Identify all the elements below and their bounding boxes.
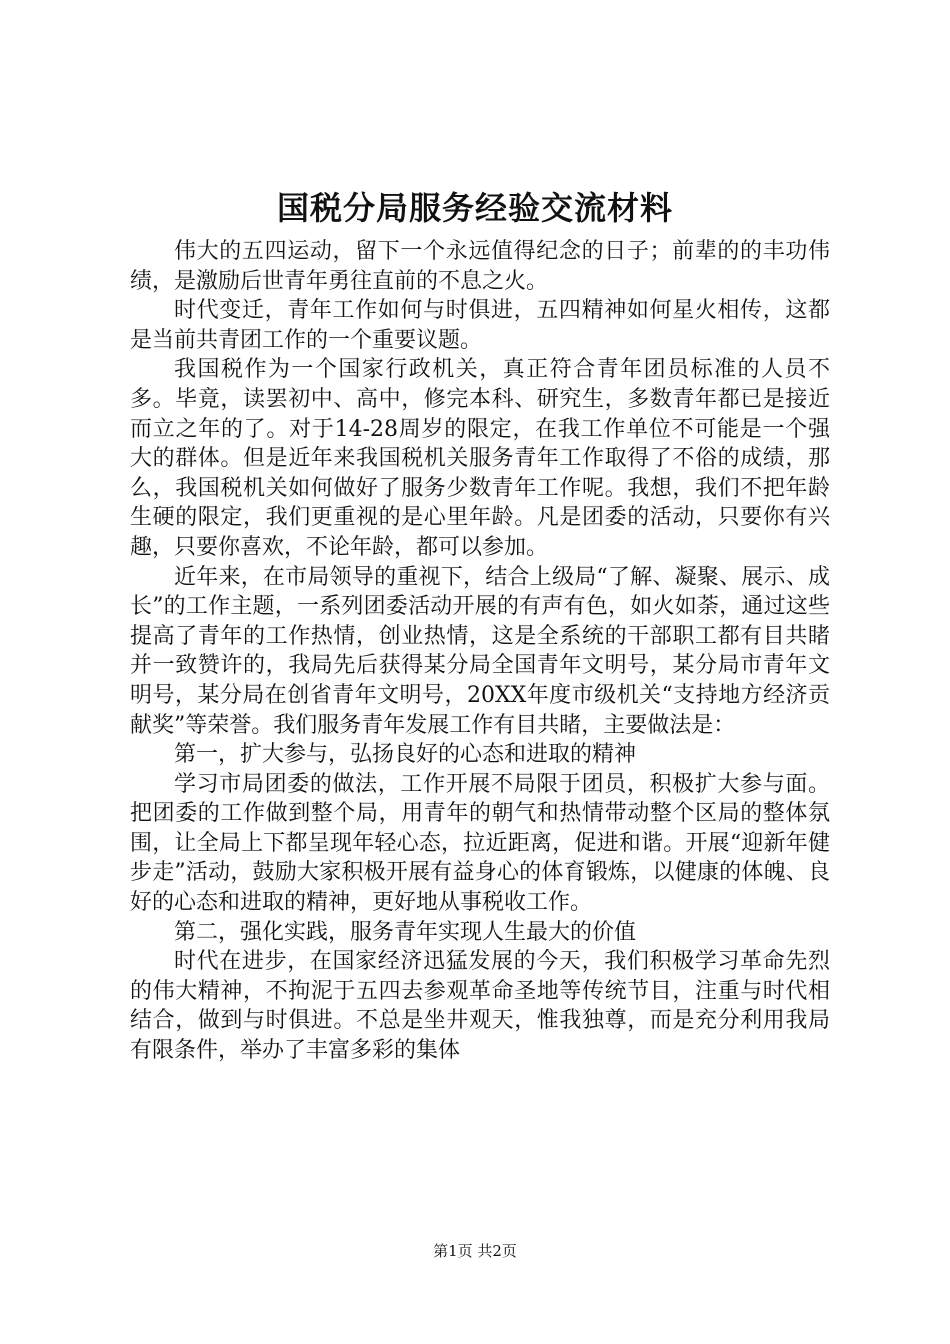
paragraph: 近年来，在市局领导的重视下，结合上级局“了解、凝聚、展示、成长”的工作主题，一系列团委活动开展的有声有色，如火如荼，通过这些提高了青年的工作热情，创业热情，这是全系统的干部职工都有目共睹并一致赞许的，我局先后获得某分局全国青年文明号，某分局市青年文明号，某分局在创省青年文明号，20XX年度市级机关“支持地方经济贡献奖”等荣誉。我们服务青年发展工作有目共睹，主要做法是： <box>130 564 830 738</box>
section-heading: 第一，扩大参与，弘扬良好的心态和进取的精神 <box>174 742 637 768</box>
paragraph: 伟大的五四运动，留下一个永远值得纪念的日子；前辈的的丰功伟绩，是激励后世青年勇往直前的不息之火。 <box>130 239 830 294</box>
section-heading: 第二，强化实践，服务青年实现人生最大的价值 <box>174 919 637 945</box>
paragraph: 时代变迁，青年工作如何与时俱进，五四精神如何星火相传，这都是当前共青团工作的一个重要议题。 <box>130 298 830 353</box>
paragraph: 我国税作为一个国家行政机关，真正符合青年团员标准的人员不多。毕竟，读罢初中、高中，修完本科、研究生，多数青年都已是接近而立之年的了。对于14-28周岁的限定，在我工作单位不可能是一个强大的群体。但是近年来我国税机关服务青年工作取得了不俗的成绩，那么，我国税机关如何做好了服务少数青年工作呢。我想，我们不把年龄生硬的限定，我们更重视的是心里年龄。凡是团委的活动，只要你有兴趣，只要你喜欢，不论年龄，都可以参加。 <box>130 357 830 560</box>
document-title: 国税分局服务经验交流材料 <box>276 189 673 227</box>
document-body <box>130 237 830 1066</box>
paragraph: 学习市局团委的做法，工作开展不局限于团员，积极扩大参与面。把团委的工作做到整个局，用青年的朝气和热情带动整个区局的整体氛围，让全局上下都呈现年轻心态，拉近距离，促进和谐。开展“迎新年健步走”活动，鼓励大家积极开展有益身心的体育锻炼，以健康的体魄、良好的心态和进取的精神，更好地从事税收工作。 <box>130 771 830 916</box>
paragraph: 时代在进步，在国家经济迅猛发展的今天，我们积极学习革命先烈的伟大精神，不拘泥于五四去参观革命圣地等传统节目，注重与时代相结合，做到与时俱进。不总是坐井观天，惟我独尊，而是充分利用我局有限条件，举办了丰富多彩的集体 <box>130 949 830 1064</box>
page-footer: 第1页 共2页 <box>433 1242 517 1260</box>
